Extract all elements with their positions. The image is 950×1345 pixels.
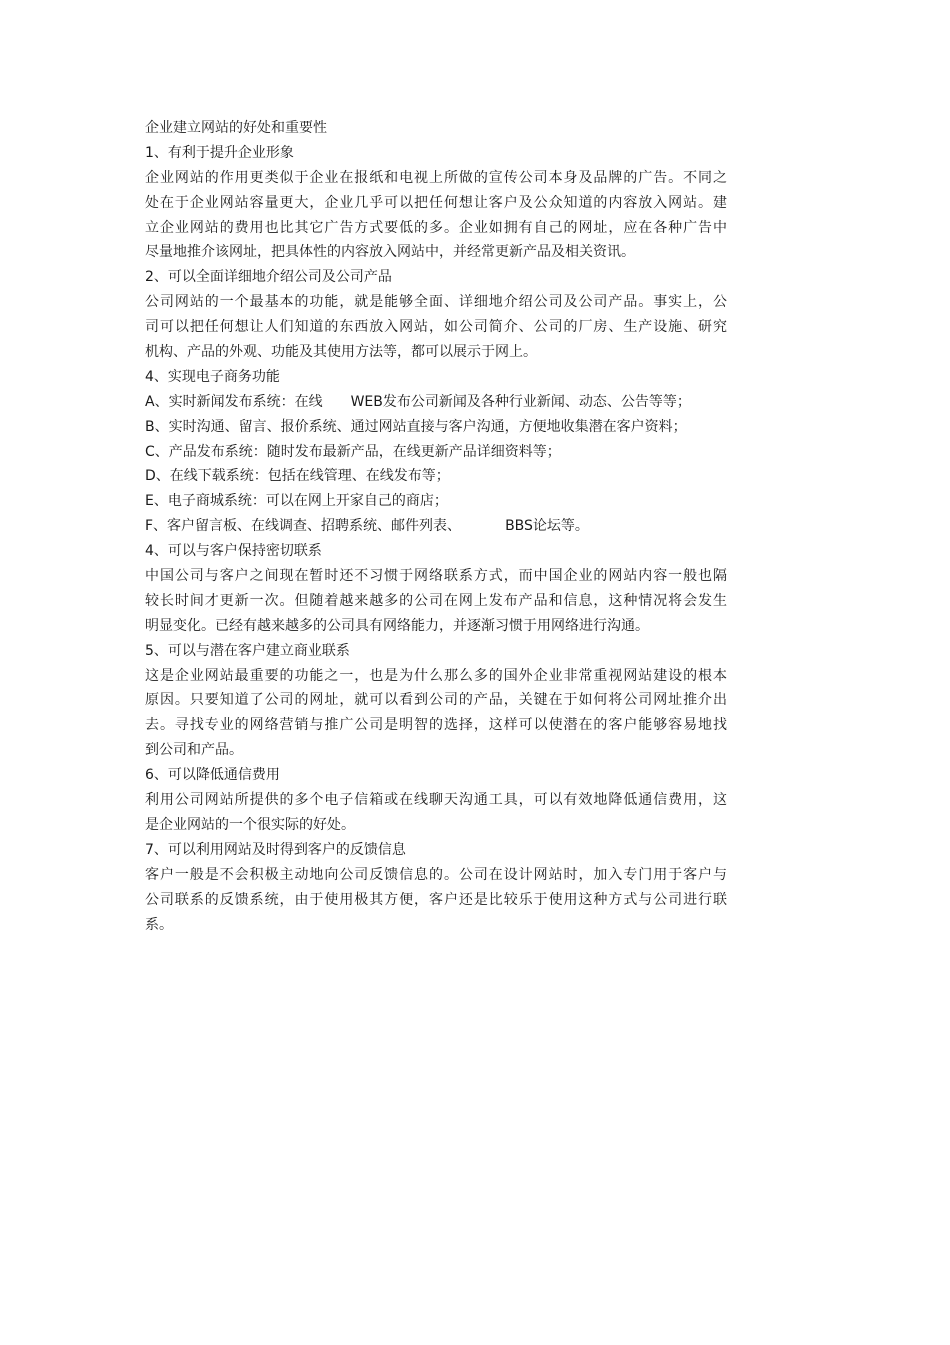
section-heading: 5、可以与潜在客户建立商业联系 — [145, 642, 350, 659]
paragraph-line: 是企业网站的一个很实际的好处。 — [145, 816, 355, 833]
paragraph-line: 处在于企业网站容量更大，企业几乎可以把任何想让客户及公众知道的内容放入网站。建 — [145, 194, 727, 211]
section-heading: 1、有利于提升企业形象 — [145, 144, 294, 161]
list-item-text: A、实时新闻发布系统：在线 — [145, 393, 323, 410]
list-item — [145, 390, 727, 415]
paragraph-line: 中国公司与客户之间现在暂时还不习惯于网络联系方式，而中国企业的网站内容一般也隔 — [145, 568, 727, 585]
section-heading: 4、实现电子商务功能 — [145, 368, 280, 385]
list-item-text: B、实时沟通、留言、报价系统、通过网站直接与客户沟通，方便地收集潜在客户资料； — [145, 418, 687, 435]
paragraph-line: 公司联系的反馈系统，由于使用极其方便，客户还是比较乐于使用这种方式与公司进行联 — [145, 891, 727, 908]
list-item-text: F、客户留言板、在线调查、招聘系统、邮件列表、 — [145, 518, 462, 535]
paragraph-line: 司可以把任何想让人们知道的东西放入网站，如公司简介、公司的厂房、生产设施、研究 — [145, 319, 727, 336]
list-item-text: C、产品发布系统：随时发布最新产品，在线更新产品详细资料等； — [145, 443, 561, 460]
document-title: 企业建立网站的好处和重要性 — [145, 120, 327, 136]
list-item-text: E、电子商城系统：可以在网上开家自己的商店； — [145, 493, 448, 510]
list-item — [145, 415, 727, 440]
paragraph-line: 尽量地推介该网址，把具体性的内容放入网站中，并经常更新产品及相关资讯。 — [145, 244, 635, 261]
list-item-text: D、在线下载系统：包括在线管理、在线发布等； — [145, 468, 450, 485]
paragraph-line: 原因。只要知道了公司的网址，就可以看到公司的产品，关键在于如何将公司网址推介出 — [145, 692, 727, 709]
list-item-text: BBS论坛等。 — [505, 518, 589, 535]
list-item — [145, 440, 727, 465]
document-page — [145, 116, 727, 937]
paragraph-line: 企业网站的作用更类似于企业在报纸和电视上所做的宣传公司本身及品牌的广告。不同之 — [145, 169, 727, 186]
paragraph-line: 明显变化。已经有越来越多的公司具有网络能力，并逐渐习惯于用网络进行沟通。 — [145, 617, 649, 634]
paragraph-line: 机构、产品的外观、功能及其使用方法等，都可以展示于网上。 — [145, 344, 537, 361]
paragraph-line: 这是企业网站最重要的功能之一，也是为什么那么多的国外企业非常重视网站建设的根本 — [145, 667, 727, 684]
paragraph-line: 较长时间才更新一次。但随着越来越多的公司在网上发布产品和信息，这种情况将会发生 — [145, 592, 727, 609]
paragraph-line: 去。寻找专业的网络营销与推广公司是明智的选择，这样可以使潜在的客户能够容易地找 — [145, 717, 727, 734]
paragraph-line: 公司网站的一个最基本的功能，就是能够全面、详细地介绍公司及公司产品。事实上，公 — [145, 294, 727, 311]
paragraph-line: 到公司和产品。 — [145, 742, 243, 759]
list-item-text: WEB发布公司新闻及各种行业新闻、动态、公告等等； — [350, 393, 691, 410]
section-heading: 7、可以利用网站及时得到客户的反馈信息 — [145, 841, 406, 858]
list-item — [145, 489, 727, 514]
paragraph-line: 客户一般是不会积极主动地向公司反馈信息的。公司在设计网站时，加入专门用于客户与 — [145, 866, 727, 883]
section-heading: 2、可以全面详细地介绍公司及公司产品 — [145, 269, 392, 286]
list-item — [145, 514, 727, 539]
section-heading: 6、可以降低通信费用 — [145, 767, 280, 784]
paragraph-line: 立企业网站的费用也比其它广告方式要低的多。企业如拥有自己的网址，应在各种广告中 — [145, 219, 727, 236]
paragraph-line: 系。 — [145, 916, 173, 933]
paragraph-line: 利用公司网站所提供的多个电子信箱或在线聊天沟通工具，可以有效地降低通信费用，这 — [145, 792, 727, 809]
section-heading: 4、可以与客户保持密切联系 — [145, 543, 322, 560]
list-item — [145, 464, 727, 489]
